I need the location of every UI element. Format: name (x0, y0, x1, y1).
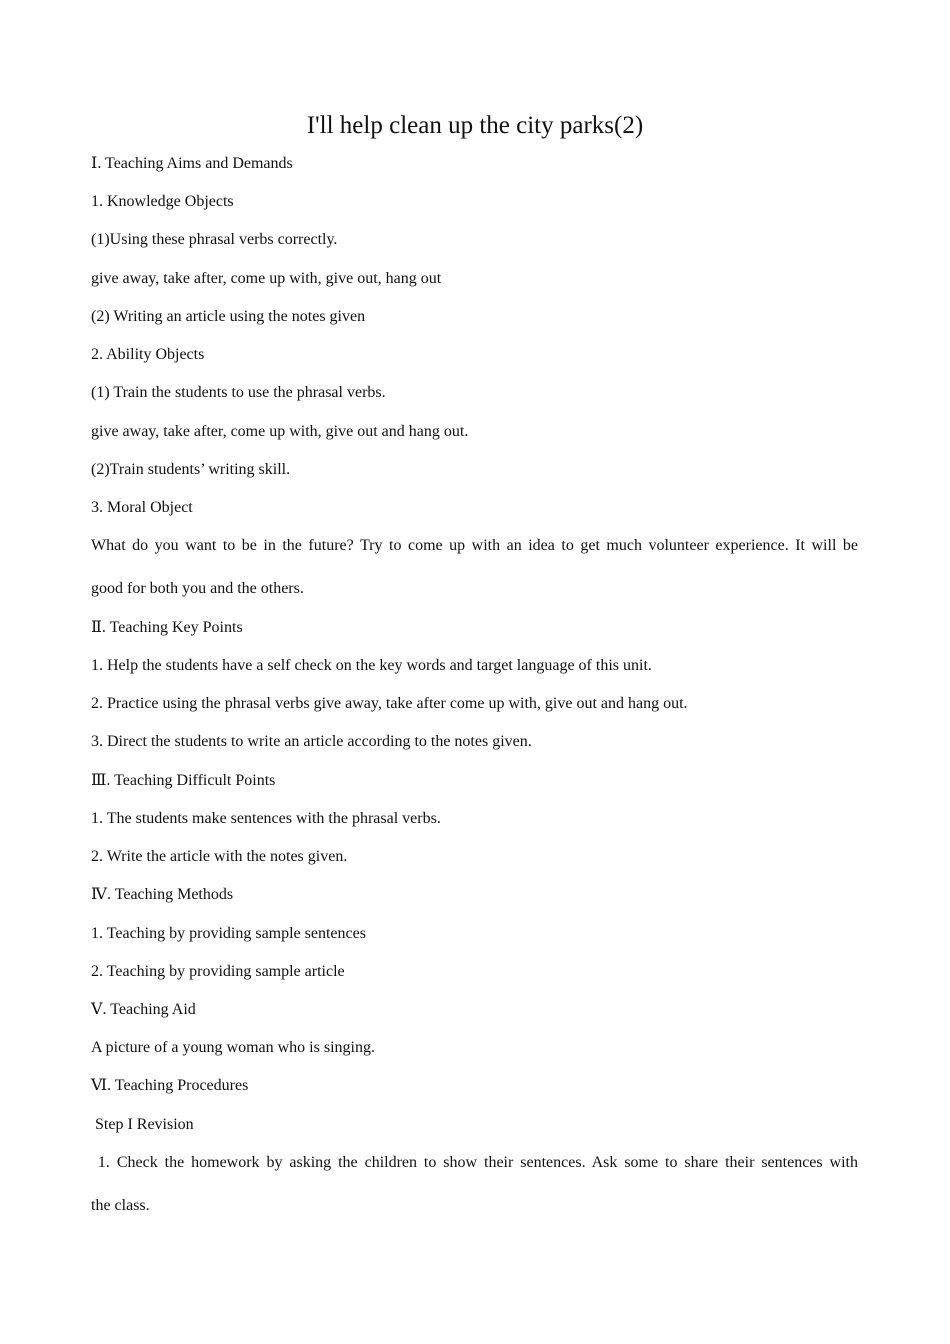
section-heading-teaching-aims: Ⅰ. Teaching Aims and Demands (91, 155, 293, 172)
paragraph-line: (2) Writing an article using the notes given (91, 308, 366, 325)
paragraph-line: (1) Train the students to use the phrasal verbs. (91, 384, 386, 401)
section-heading-teaching-aid: Ⅴ. Teaching Aid (91, 1001, 196, 1018)
paragraph-line: good for both you and the others. (91, 580, 304, 597)
subheading-moral-object: 3. Moral Object (91, 499, 193, 516)
paragraph-line: give away, take after, come up with, give out and hang out. (91, 423, 469, 440)
paragraph-line: 1. Help the students have a self check on the key words and target language of this unit. (91, 657, 652, 674)
section-heading-difficult-points: Ⅲ. Teaching Difficult Points (91, 772, 276, 789)
paragraph-line: (2)Train students’ writing skill. (91, 461, 291, 478)
paragraph-line: (1)Using these phrasal verbs correctly. (91, 231, 338, 248)
paragraph-line: 2. Teaching by providing sample article (91, 963, 345, 980)
step-heading: Step I Revision (91, 1116, 194, 1133)
paragraph-line: 2. Write the article with the notes given. (91, 848, 348, 865)
section-heading-teaching-procedures: Ⅵ. Teaching Procedures (91, 1077, 249, 1094)
paragraph-line: A picture of a young woman who is singing. (91, 1039, 375, 1056)
paragraph-line: 1. Teaching by providing sample sentences (91, 925, 366, 942)
paragraph-line: 1. The students make sentences with the phrasal verbs. (91, 810, 441, 827)
paragraph-line: What do you want to be in the future? Try to come up with an idea to get much volunteer experience. It will be (91, 537, 858, 554)
subheading-knowledge-objects: 1. Knowledge Objects (91, 193, 234, 210)
paragraph-line: 1. Check the homework by asking the children to show their sentences. Ask some to share their sentences with (91, 1154, 858, 1171)
paragraph-line: 3. Direct the students to write an article according to the notes given. (91, 733, 532, 750)
section-heading-teaching-methods: Ⅳ. Teaching Methods (91, 886, 234, 903)
paragraph-line: the class. (91, 1197, 150, 1214)
section-heading-key-points: Ⅱ. Teaching Key Points (91, 619, 243, 636)
paragraph-line: 2. Practice using the phrasal verbs give away, take after come up with, give out and hang out. (91, 695, 688, 712)
document-title: I'll help clean up the city parks(2) (306, 112, 644, 139)
subheading-ability-objects: 2. Ability Objects (91, 346, 205, 363)
paragraph-line: give away, take after, come up with, give out, hang out (91, 270, 442, 287)
